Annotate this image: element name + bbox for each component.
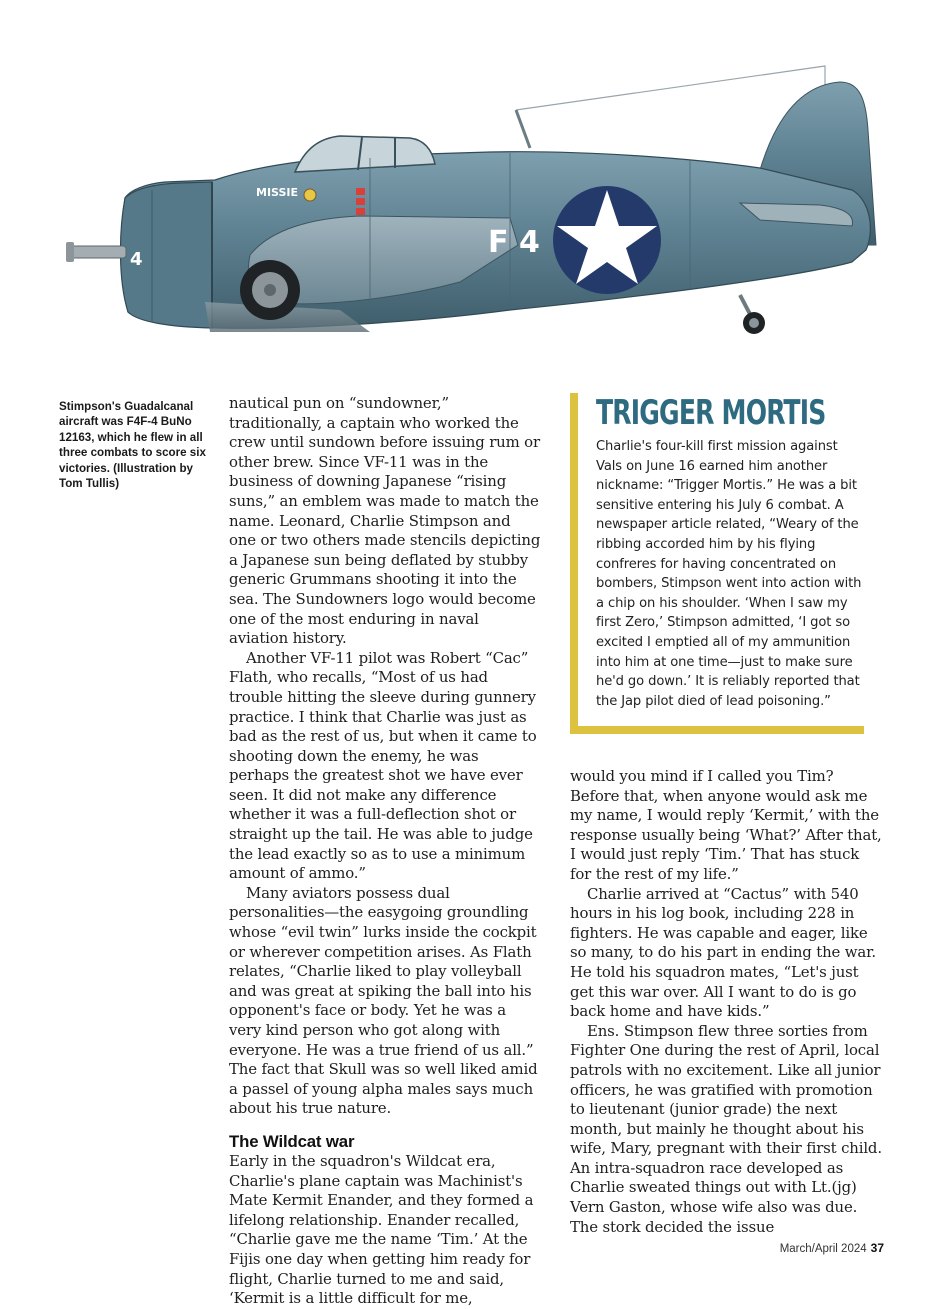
paragraph: Ens. Stimpson flew three sorties from Fighter One during the rest of April, local patrols with no excitement. Like all junior officers, he was gratified with promotion to lieutenant (junior grade) the next month, but mainly he thought about his wife, Mary, pregnant with their first child. An intra-squadron race developed as Charlie sweated things out with Lt.(jg) Vern Gaston, whose wife also was due. The stork decided the issue: [570, 1021, 882, 1236]
page-number: 37: [870, 1241, 884, 1255]
antenna-wire: [516, 66, 825, 110]
nose-number: 4: [130, 249, 143, 270]
paragraph: Many aviators possess dual personalities—the easygoing groundling whose “evil twin” lurks inside the cockpit or wherever competition arises. As Flath relates, “Charlie liked to play volleyball and was great at spiking the ball into his opponent's face or body. Yet he was a very kind person who got along with everyone. He was a true friend of us all.” The fact that Skull was so well liked amid a passel of young alpha males says much about his true nature.: [229, 883, 538, 1118]
sidebar-body: [596, 437, 864, 711]
paragraph: nautical pun on “sundowner,” traditionally, a captain who worked the crew until sundown before issuing rum or other brew. Since VF-11 was in the business of downing Japanese “rising suns,” an emblem was made to match the name. Leonard, Charlie Stimpson and one or two others made stencils depicting a Japanese sun being deflated by stubby generic Grummans shooting it into the sea. The Sundowners logo would become one of the most enduring in naval aviation history.: [229, 394, 541, 648]
sidebar-title: TRIGGER MORTIS: [596, 393, 826, 433]
sidebar-paragraph: Charlie's four-kill first mission against Vals on June 16 earned him another nickname: “Trigger Mortis.” He was a bit sensitive entering his July 6 combat. A newspaper article related, “Weary of the ribbing accorded him by his flying confreres for having concentrated on bombers, Stimpson went into action with a chip on his shoulder. ‘When I saw my first Zero,’ Stimpson admitted, ‘I got so excited I emptied all of my ammunition into him at one time—just to make sure he'd go down.’ It is reliably reported that the Jap pilot died of lead poisoning.”: [596, 439, 862, 709]
paragraph: Early in the squadron's Wildcat era, Charlie's plane captain was Machinist's Mate Kermit Enander, and they formed a lifelong relationship. Enander recalled, “Charlie gave me the name ‘Tim.’ At the Fijis one day when getting him ready for flight, Charlie turned to me and said, ‘Kermit is a little difficult for me,: [229, 1151, 534, 1308]
article-column-right: [570, 767, 884, 1237]
article-column-middle: [229, 394, 541, 1309]
paragraph: Charlie arrived at “Cactus” with 540 hours in his log book, including 228 in fighters. He was capable and eager, like so many, to do his part in ending the war. He told his squadron mates, “Let's just get this war over. All I want to do is go back home and have kids.”: [570, 884, 877, 1021]
section-heading: The Wildcat war: [229, 1131, 355, 1151]
aircraft-name-art: MISSIE: [256, 186, 298, 199]
victory-flags: [356, 188, 365, 215]
illustration-caption: Stimpson's Guadalcanal aircraft was F4F-4 BuNo 12163, which he flew in all three combats to score six victories. (Illustration by Tom Tullis): [59, 400, 206, 491]
propeller-hub: [68, 246, 126, 258]
aircraft-illustration: [40, 40, 900, 370]
fuselage-code: F 4: [488, 225, 540, 260]
nose-art-emblem: [304, 189, 316, 201]
paragraph: Another VF-11 pilot was Robert “Cac” Flath, who recalls, “Most of us had trouble hitting the sleeve during gunnery practice. I think that Charlie was just as bad as the rest of us, but when it came to shooting down the enemy, he was perhaps the greatest shot we have ever seen. It did not make any difference whether it was a full-deflection shot or straight up the tail. He was able to judge the lead exactly so as to use a minimum amount of ammo.”: [229, 648, 537, 883]
antenna-mast: [516, 110, 530, 148]
sidebar-box: [570, 393, 864, 734]
issue-date: March/April 2024: [779, 1243, 867, 1255]
page-footer: [780, 1241, 884, 1255]
paragraph: would you mind if I called you Tim? Before that, when anyone would ask me my name, I would reply ‘Kermit,’ with the response usually being ‘What?’ After that, I would just reply ‘Tim.’ That has stuck for the rest of my life.”: [570, 767, 882, 883]
